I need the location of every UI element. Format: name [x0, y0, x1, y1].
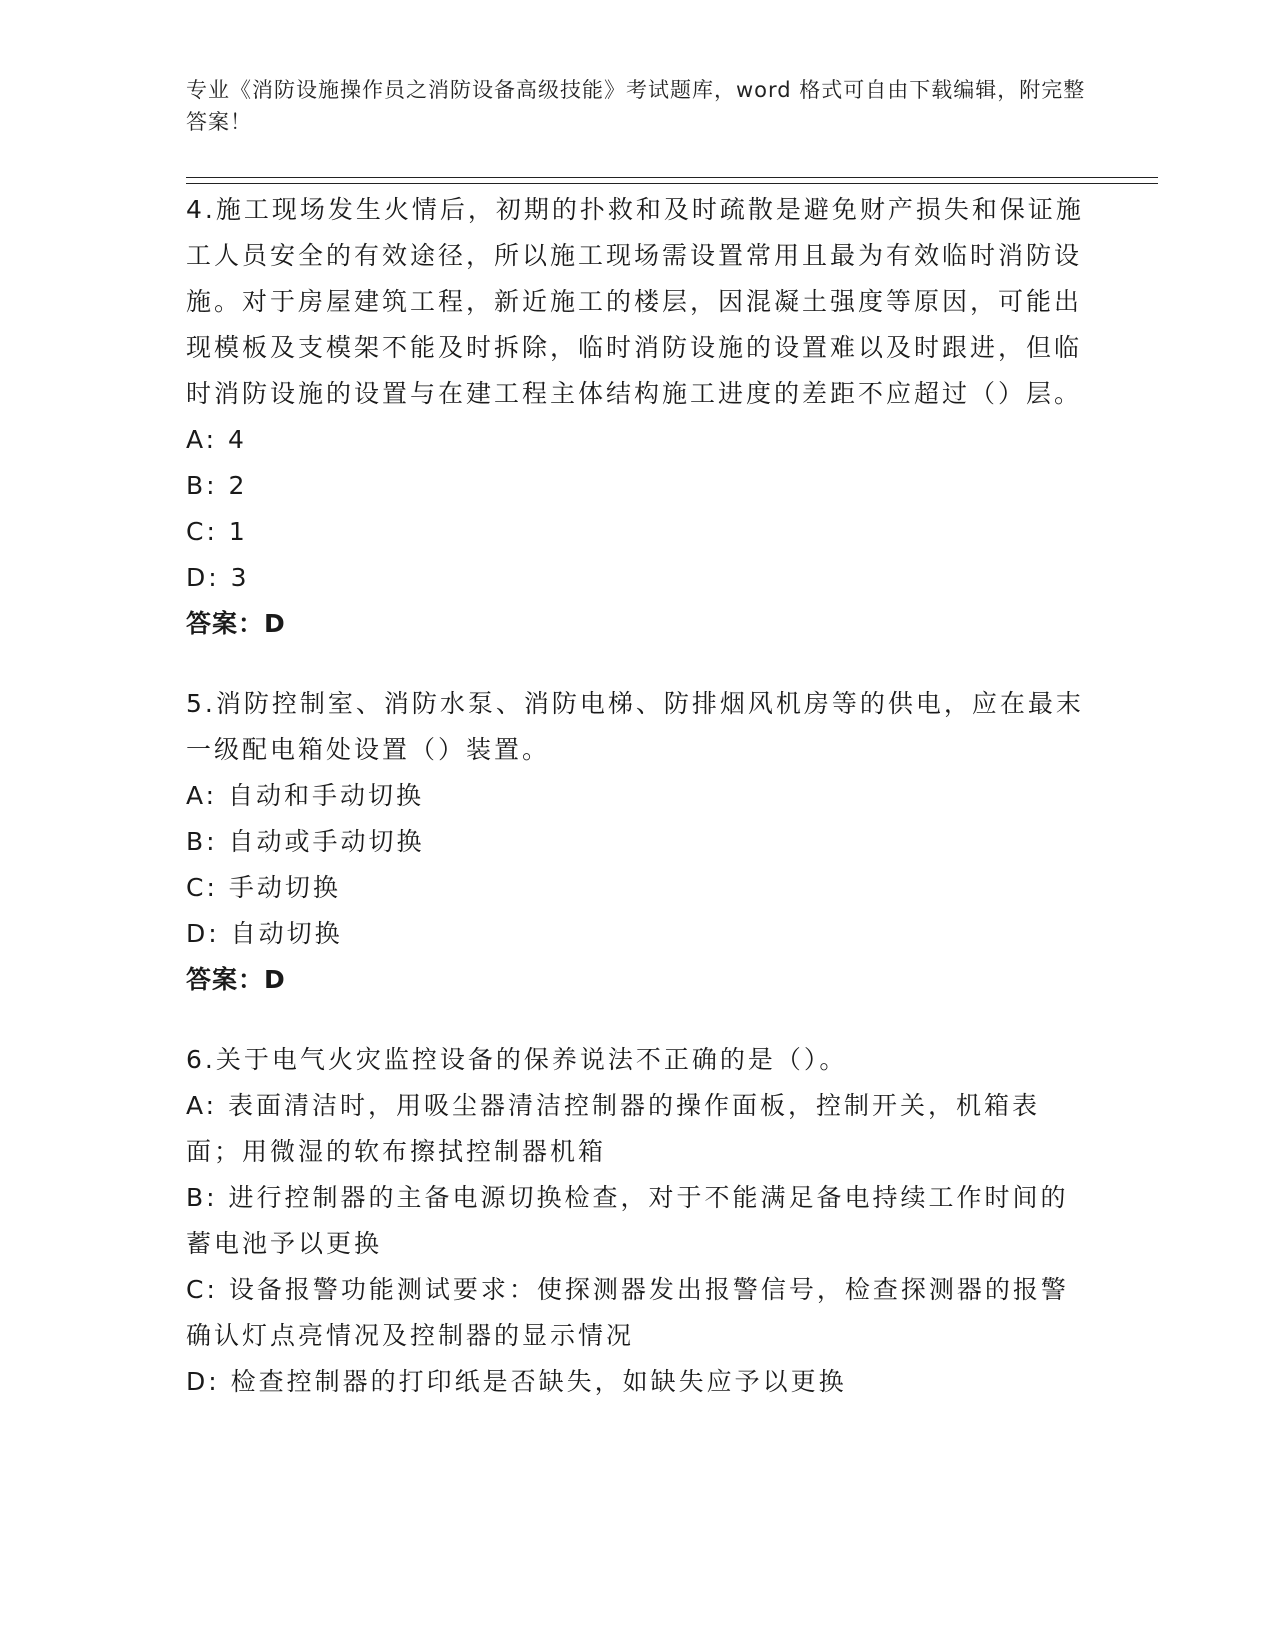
question-item	[186, 681, 1086, 1003]
option-a: A: 4	[186, 425, 247, 454]
page-header: 专业《消防设施操作员之消防设备高级技能》考试题库，word 格式可自由下载编辑，附完整答案！	[186, 78, 1086, 134]
option-c: C: 1	[186, 517, 248, 546]
answer-text: 答案：D	[186, 609, 286, 638]
option-c: C: 手动切换	[186, 873, 341, 902]
header-divider-bottom	[186, 183, 1158, 184]
option-c: C: 设备报警功能测试要求：使探测器发出报警信号，检查探测器的报警确认灯点亮情况及控制器的显示情况	[186, 1275, 1069, 1350]
question-list	[186, 187, 1086, 1439]
option-a: A: 自动和手动切换	[186, 781, 425, 810]
option-d: D: 3	[186, 563, 250, 592]
question-item	[186, 187, 1086, 647]
question-text: 6.关于电气火灾监控设备的保养说法不正确的是（）。	[186, 1045, 848, 1074]
option-a: A: 表面清洁时，用吸尘器清洁控制器的操作面板，控制开关，机箱表面；用微湿的软布擦拭控制器机箱	[186, 1091, 1041, 1166]
option-b: B: 自动或手动切换	[186, 827, 425, 856]
answer-text: 答案：D	[186, 965, 286, 994]
question-item	[186, 1037, 1086, 1405]
option-d: D: 检查控制器的打印纸是否缺失，如缺失应予以更换	[186, 1367, 847, 1396]
option-d: D: 自动切换	[186, 919, 343, 948]
option-b: B: 2	[186, 471, 248, 500]
question-text: 4.施工现场发生火情后，初期的扑救和及时疏散是避免财产损失和保证施工人员安全的有效途径，所以施工现场需设置常用且最为有效临时消防设施。对于房屋建筑工程，新近施工的楼层，因混凝土强度等原因，可能出现模板及支模架不能及时拆除，临时消防设施的设置难以及时跟进，但临时消防设施的设置与在建工程主体结构施工进度的差距不应超过（）层。	[186, 195, 1084, 408]
option-b: B: 进行控制器的主备电源切换检查，对于不能满足备电持续工作时间的蓄电池予以更换	[186, 1183, 1069, 1258]
question-text: 5.消防控制室、消防水泵、消防电梯、防排烟风机房等的供电，应在最末一级配电箱处设置（）装置。	[186, 689, 1084, 764]
header-divider-top	[186, 177, 1158, 178]
